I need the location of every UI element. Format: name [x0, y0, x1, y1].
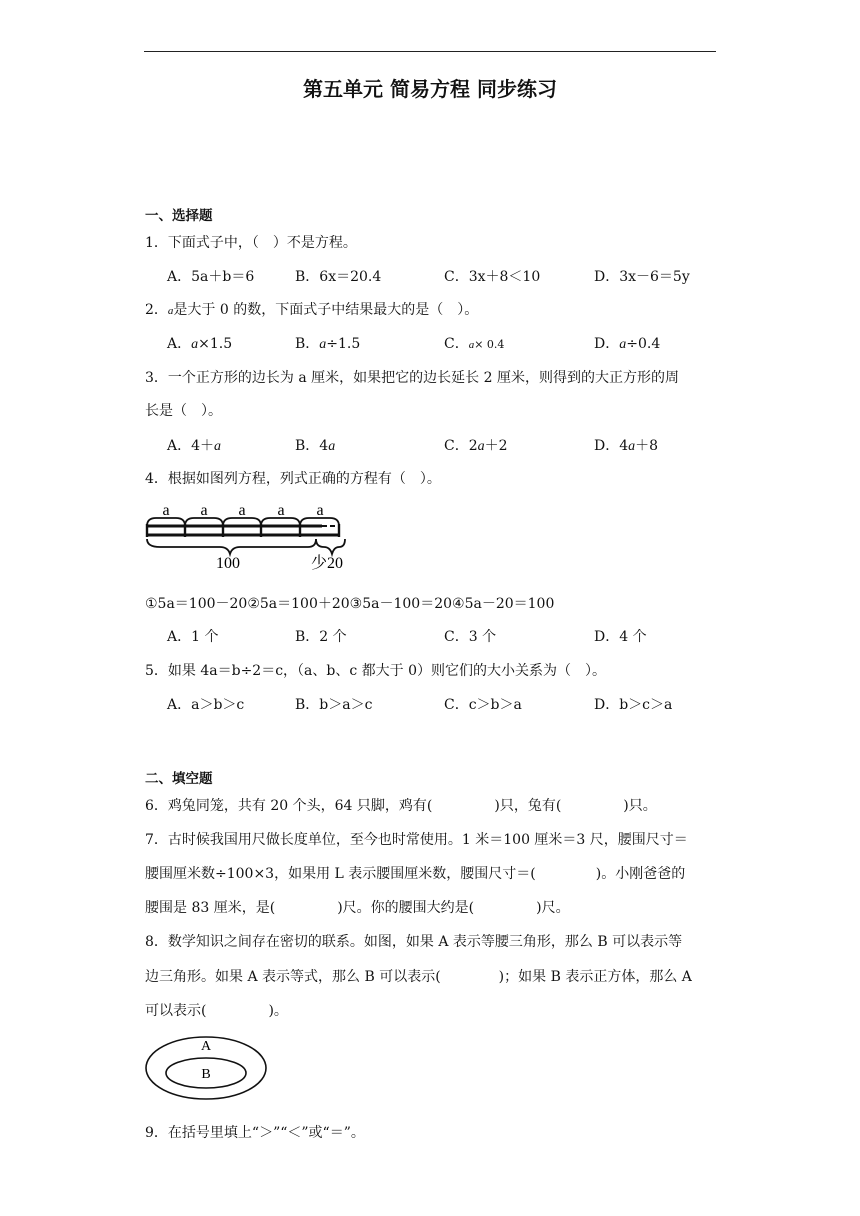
question-2-number: 2． [145, 302, 168, 318]
question-2-option-a: A．a×1.5 [167, 336, 233, 352]
question-8-line-2: 边三角形。如果 A 表示等式，那么 B 可以表示( )；如果 B 表示正方体，那么 A [145, 969, 692, 985]
question-5-option-b: B．b＞a＞c [295, 697, 373, 713]
question-6-stem: 6．鸡兔同笼，共有 20 个头，64 只脚，鸡有( )只，兔有( )只。 [145, 798, 657, 814]
question-7-line-3: 腰围是 83 厘米，是( )尺。你的腰围大约是( )尺。 [145, 900, 570, 916]
venn-diagram [143, 1034, 269, 1102]
question-3-line-2: 长是（ ）。 [145, 403, 222, 419]
question-3-line-1: 3．一个正方形的边长为 a 厘米，如果把它的边长延长 2 厘米，则得到的大正方形的周 [145, 370, 679, 386]
question-3-option-a: A．4＋a [167, 438, 222, 454]
less-label: 少20 [310, 555, 344, 572]
question-3-option-c: C．2a＋2 [444, 438, 508, 454]
page-title: 第五单元 简易方程 同步练习 [303, 77, 557, 101]
question-2-option-b: B．a÷1.5 [295, 336, 361, 352]
section-heading-choice: 一、选择题 [145, 208, 213, 224]
question-8-line-3: 可以表示( )。 [145, 1003, 288, 1019]
question-2-option-d: D．a÷0.4 [594, 336, 661, 352]
header-rule [144, 51, 716, 52]
question-1-option-d: D．3x－6＝5y [594, 269, 690, 285]
question-5-option-a: A．a＞b＞c [167, 697, 245, 713]
question-5-option-d: D．b＞c＞a [594, 697, 673, 713]
question-4-equations: ①5a＝100－20②5a＝100＋20③5a－100＝20④5a－20＝100 [145, 596, 555, 612]
less-brace [316, 539, 345, 554]
question-8-line-1: 8．数学知识之间存在密切的联系。如图，如果 A 表示等腰三角形，那么 B 可以表示等 [145, 934, 683, 950]
question-4-option-d: D．4 个 [594, 629, 647, 645]
question-5-stem: 5．如果 4a＝b÷2＝c，（a、b、c 都大于 0）则它们的大小关系为（ ）。 [145, 663, 607, 679]
question-4-option-c: C．3 个 [444, 629, 497, 645]
total-label: 100 [216, 555, 240, 572]
question-4-stem: 4．根据如图列方程，列式正确的方程有（ ）。 [145, 471, 441, 487]
inner-label: B [201, 1067, 211, 1082]
section-heading-fill-blank: 二、填空题 [145, 771, 213, 787]
question-4-option-a: A．1 个 [167, 629, 219, 645]
segment-diagram [140, 498, 360, 576]
outer-label: A [200, 1039, 212, 1054]
total-brace [147, 539, 316, 554]
question-3-option-d: D．4a＋8 [594, 438, 659, 454]
segment-label-5: a [316, 502, 324, 519]
question-7-line-1: 7．古时候我国用尺做长度单位，至今也时常使用。1 米＝100 厘米＝3 尺，腰围尺寸＝ [145, 832, 688, 848]
question-9-stem: 9．在括号里填上“＞”“＜”或“＝”。 [145, 1125, 365, 1141]
question-2-stem [145, 299, 478, 319]
question-1-option-a: A．5a＋b＝6 [167, 269, 255, 285]
question-7-line-2: 腰围厘米数÷100×3，如果用 L 表示腰围厘米数，腰围尺寸＝( )。小刚爸爸的 [145, 866, 686, 882]
segment-label-4: a [277, 502, 285, 519]
question-3-option-b: B．4a [295, 438, 336, 454]
question-2-variable: a [167, 305, 174, 317]
question-1-stem: 1．下面式子中，（ ）不是方程。 [145, 235, 357, 251]
question-1-option-c: C．3x＋8＜10 [444, 269, 541, 285]
question-5-option-c: C．c＞b＞a [444, 697, 522, 713]
segment-label-3: a [238, 502, 246, 519]
question-1-option-b: B．6x＝20.4 [295, 269, 382, 285]
question-2-option-c: C．a× 0.4 [444, 336, 505, 352]
question-4-option-b: B．2 个 [295, 629, 347, 645]
question-2-text: 是大于 0 的数，下面式子中结果最大的是（ ）。 [173, 302, 479, 318]
segment-label-1: a [162, 502, 170, 519]
segment-label-2: a [200, 502, 208, 519]
